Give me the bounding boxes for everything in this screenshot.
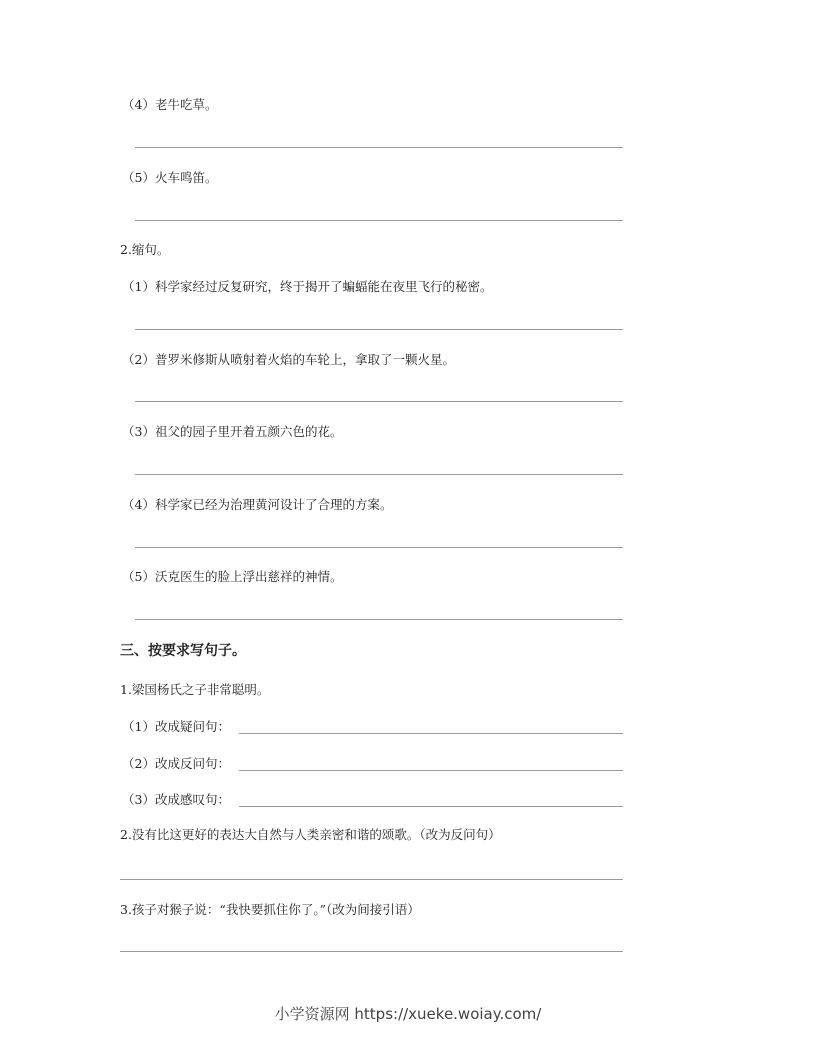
section3-heading: 三、按要求写句子。 (120, 643, 246, 659)
fill-line[interactable] (239, 806, 623, 807)
q2-item: （3）祖父的园子里开着五颜六色的花。 (122, 424, 343, 439)
s3-q2: 2.没有比这更好的表达大自然与人类亲密和谐的颂歌。（改为反问句） (120, 827, 501, 842)
footer-watermark: 小学资源网 https://xueke.woiay.com/ (274, 1005, 542, 1023)
fill-line[interactable] (239, 770, 623, 771)
answer-line[interactable] (135, 474, 623, 475)
answer-line[interactable] (135, 147, 623, 148)
q2-item: （2）普罗米修斯从喷射着火焰的车轮上，拿取了一颗火星。 (122, 352, 455, 367)
item-5-text: （5）火车鸣笛。 (122, 170, 218, 185)
s3-q1-item: （2）改成反问句： (122, 756, 230, 771)
q2-item: （4）科学家已经为治理黄河设计了合理的方案。 (122, 497, 393, 512)
answer-line[interactable] (135, 401, 623, 402)
answer-line[interactable] (135, 619, 623, 620)
s3-q1-item: （3）改成感叹句： (122, 792, 230, 807)
q2-title: 2.缩句。 (120, 242, 170, 257)
q2-item: （5）沃克医生的脸上浮出慈祥的神情。 (122, 569, 343, 584)
answer-line[interactable] (135, 329, 623, 330)
fill-line[interactable] (239, 733, 623, 734)
item-4-text: （4）老牛吃草。 (122, 97, 218, 112)
answer-line[interactable] (120, 879, 623, 880)
q2-item: （1）科学家经过反复研究，终于揭开了蝙蝠能在夜里飞行的秘密。 (122, 279, 493, 294)
s3-q1-item: （1）改成疑问句： (122, 719, 230, 734)
answer-line[interactable] (135, 220, 623, 221)
s3-q3: 3.孩子对猴子说：“我快要抓住你了。”（改为间接引语） (120, 902, 420, 917)
answer-line[interactable] (120, 951, 623, 952)
answer-line[interactable] (135, 547, 623, 548)
s3-q1: 1.梁国杨氏之子非常聪明。 (120, 682, 270, 697)
